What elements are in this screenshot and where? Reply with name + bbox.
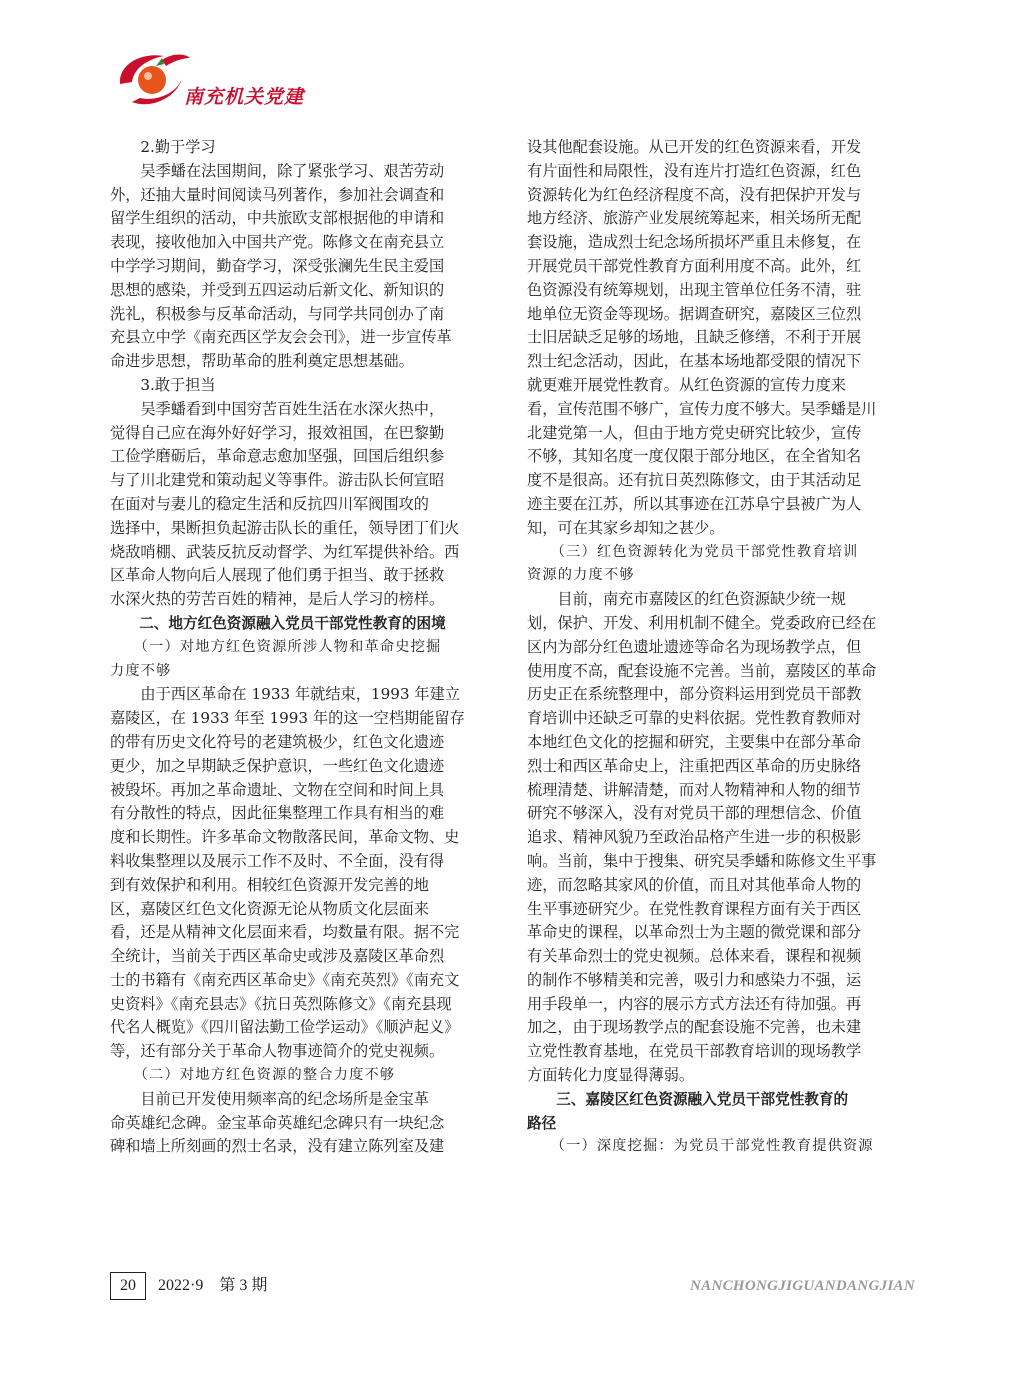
text-line: 烈士和西区革命史上，注重把西区革命的历史脉络	[527, 756, 862, 775]
text-line: 代名人概览》《四川留法勤工俭学运动》《顺泸起义》	[110, 1018, 460, 1037]
text-line: 方面转化力度显得薄弱。	[527, 1066, 695, 1085]
text-line: 革命史的课程，以革命烈士为主题的微党课和部分	[527, 923, 862, 942]
text-line: 士旧居缺乏足够的场地，且缺乏修缮，不利于开展	[527, 328, 862, 347]
heading-line: 二、地方红色资源融入党员干部党性教育的困境	[110, 614, 446, 632]
text-line: 开展党员干部党性教育方面利用度不高。此外，红	[527, 256, 862, 275]
text-line: 命英雄纪念碑。金宝革命英雄纪念碑只有一块纪念	[110, 1113, 445, 1132]
text-line: 思想的感染，并受到五四运动后新文化、新知识的	[110, 280, 445, 299]
text-line: 有片面性和局限性，没有连片打造红色资源，红色	[527, 161, 862, 180]
text-line: 度不是很高。还有抗日英烈陈修文，由于其活动足	[527, 471, 862, 490]
text-line: 充县立中学《南充西区学友会会刊》，进一步宣传革	[110, 328, 452, 347]
text-line: 的带有历史文化符号的老建筑极少，红色文化遗迹	[110, 732, 445, 751]
journal-name-pinyin: NANCHONGJIGUANDANGJIAN	[690, 1278, 915, 1294]
text-line: 立党性教育基地，在党员干部教育培训的现场教学	[527, 1042, 862, 1061]
text-line: 3.敢于担当	[110, 375, 216, 394]
text-line: 知，可在其家乡却知之甚少。	[527, 518, 725, 537]
text-line: 育培训中还缺乏可靠的史料依据。党性教育教师对	[527, 709, 862, 728]
text-line: 在面对与妻儿的稳定生活和反抗四川军阀围攻的	[110, 494, 429, 513]
text-line: 史资料》《南充县志》《抗日英烈陈修文》《南充县现	[110, 994, 452, 1013]
page-number: 20	[110, 1272, 146, 1300]
text-line: 觉得自己应在海外好好学习，报效祖国，在巴黎勤	[110, 423, 445, 442]
text-line: 留学生组织的活动，中共旅欧支部根据他的申请和	[110, 209, 445, 228]
text-line: 本地红色文化的挖掘和研究，主要集中在部分革命	[527, 732, 862, 751]
text-line: 看，还是从精神文化层面来看，均数量有限。据不完	[110, 923, 460, 942]
text-line: 看，宣传范围不够广，宣传力度不够大。吴季蟠是川	[527, 399, 877, 418]
text-line: 由于西区革命在 1933 年就结束，1993 年建立	[110, 685, 460, 704]
text-line: 洗礼，积极参与反革命活动，与同学共同创办了南	[110, 304, 445, 323]
text-line: 有分散性的特点，因此征集整理工作具有相当的难	[110, 804, 445, 823]
party-building-logo-icon	[112, 44, 192, 114]
heading-line: （一）对地方红色资源所涉人物和革命史挖掘	[110, 638, 442, 655]
text-line: 生平事迹研究少。在党性教育课程方面有关于西区	[527, 899, 862, 918]
text-line: 2.勤于学习	[110, 138, 216, 156]
text-line: 有关革命烈士的党史视频。总体来看，课程和视频	[527, 947, 862, 966]
text-line: 命进步思想，帮助革命的胜利奠定思想基础。	[110, 352, 414, 371]
text-line: 吴季蟠在法国期间，除了紧张学习、艰苦劳动	[110, 161, 445, 180]
text-line: 区，嘉陵区红色文化资源无论从物质文化层面来	[110, 899, 429, 918]
text-line: 不够，其知名度一度仅限于部分地区，在全省知名	[527, 447, 862, 466]
issue-info: 2022·9 第 3 期	[158, 1277, 268, 1294]
text-line: 与了川北建党和策动起义等事件。游击队长何宣昭	[110, 471, 445, 490]
text-line: 就更难开展党性教育。从红色资源的宣传力度来	[527, 375, 846, 394]
text-line: 烧敌哨棚、武装反抗反动督学、为红军提供补给。西	[110, 542, 460, 561]
text-line: 划，保护、开发、利用机制不健全。党委政府已经在	[527, 613, 877, 632]
text-line: 套设施，造成烈士纪念场所损坏严重且未修复，在	[527, 233, 862, 252]
text-line: 中学学习期间，勤奋学习，深受张澜先生民主爱国	[110, 256, 445, 275]
text-line: 吴季蟠看到中国穷苦百姓生活在水深火热中，	[110, 399, 445, 418]
text-line: 目前，南充市嘉陵区的红色资源缺少统一规	[527, 590, 846, 609]
text-line: 迹主要在江苏，所以其事迹在江苏阜宁县被广为人	[527, 494, 862, 513]
text-line: 使用度不高，配套设施不完善。当前，嘉陵区的革命	[527, 661, 877, 680]
heading-line: 三、嘉陵区红色资源融入党员干部党性教育的	[527, 1090, 849, 1108]
text-line: 等，还有部分关于革命人物事迹简介的党史视频。	[110, 1042, 445, 1061]
text-line: 表现，接收他加入中国共产党。陈修文在南充县立	[110, 233, 445, 252]
text-line: 全统计，当前关于西区革命史或涉及嘉陵区革命烈	[110, 947, 445, 966]
heading-line: （一）深度挖掘：为党员干部党性教育提供资源	[527, 1138, 874, 1155]
masthead	[112, 44, 412, 114]
text-line: 资源转化为红色经济程度不高，没有把保护开发与	[527, 185, 862, 204]
text-line: 目前已开发使用频率高的纪念场所是金宝革	[110, 1089, 429, 1108]
text-line: 追求、精神风貌乃至政治品格产生进一步的积极影	[527, 828, 862, 847]
heading-line: （三）红色资源转化为党员干部党性教育培训	[527, 543, 859, 560]
text-line: 的制作不够精美和完善，吸引力和感染力不强，运	[527, 970, 862, 989]
text-line: 烈士纪念活动，因此，在基本场地都受限的情况下	[527, 352, 862, 371]
text-line: 被毁坏。再加之革命遗址、文物在空间和时间上具	[110, 780, 445, 799]
brand-title: 南充机关党建	[184, 86, 305, 108]
text-line: 研究不够深入，没有对党员干部的理想信念、价值	[527, 804, 862, 823]
text-line: 历史正在系统整理中，部分资料运用到党员干部教	[527, 685, 862, 704]
text-line: 工俭学磨砺后，革命意志愈加坚强，回国后组织参	[110, 447, 445, 466]
text-line: 迹，而忽略其家风的价值，而且对其他革命人物的	[527, 875, 862, 894]
text-line: 色资源没有统筹规划，出现主管单位任务不清，驻	[527, 280, 862, 299]
text-line: 碑和墙上所刻画的烈士名录，没有建立陈列室及建	[110, 1137, 445, 1156]
text-line: 到有效保护和利用。相较红色资源开发完善的地	[110, 875, 429, 894]
text-line: 区革命人物向后人展现了他们勇于担当、敢于拯救	[110, 566, 445, 585]
text-line: 用手段单一，内容的展示方式方法还有待加强。再	[527, 994, 862, 1013]
text-line: 料收集整理以及展示工作不及时、不全面，没有得	[110, 851, 445, 870]
text-line: 地单位无资金等现场。据调查研究，嘉陵区三位烈	[527, 304, 862, 323]
text-line: 设其他配套设施。从已开发的红色资源来看，开发	[527, 138, 862, 156]
text-line: 区内为部分红色遗址遗迹等命名为现场教学点，但	[527, 637, 862, 656]
text-line: 响。当前，集中于搜集、研究吴季蟠和陈修文生平事	[527, 851, 877, 870]
page-footer	[110, 1272, 915, 1302]
text-line: 更少，加之早期缺乏保护意识，一些红色文化遗迹	[110, 756, 445, 775]
right-column	[527, 136, 915, 1159]
heading-line: 资源的力度不够	[527, 567, 635, 584]
text-line: 度和长期性。许多革命文物散落民间，革命文物、史	[110, 828, 460, 847]
left-column	[110, 136, 498, 1159]
heading-line: （二）对地方红色资源的整合力度不够	[110, 1067, 396, 1084]
text-line: 选择中，果断担负起游击队长的重任，领导团丁们火	[110, 518, 460, 537]
text-line: 嘉陵区，在 1933 年至 1993 年的这一空档期能留存	[110, 709, 465, 728]
text-line: 水深火热的劳苦百姓的精神，是后人学习的榜样。	[110, 590, 445, 609]
heading-line: 路径	[527, 1114, 557, 1132]
text-line: 外，还抽大量时间阅读马列著作，参加社会调查和	[110, 185, 445, 204]
text-line: 梳理清楚、讲解清楚，而对人物精神和人物的细节	[527, 780, 862, 799]
text-line: 地方经济、旅游产业发展统筹起来，相关场所无配	[527, 209, 862, 228]
text-line: 加之，由于现场教学点的配套设施不完善，也未建	[527, 1018, 862, 1037]
text-line: 士的书籍有《南充西区革命史》《南充英烈》《南充文	[110, 970, 460, 989]
heading-line: 力度不够	[110, 662, 172, 679]
text-line: 北建党第一人，但由于地方党史研究比较少，宣传	[527, 423, 862, 442]
